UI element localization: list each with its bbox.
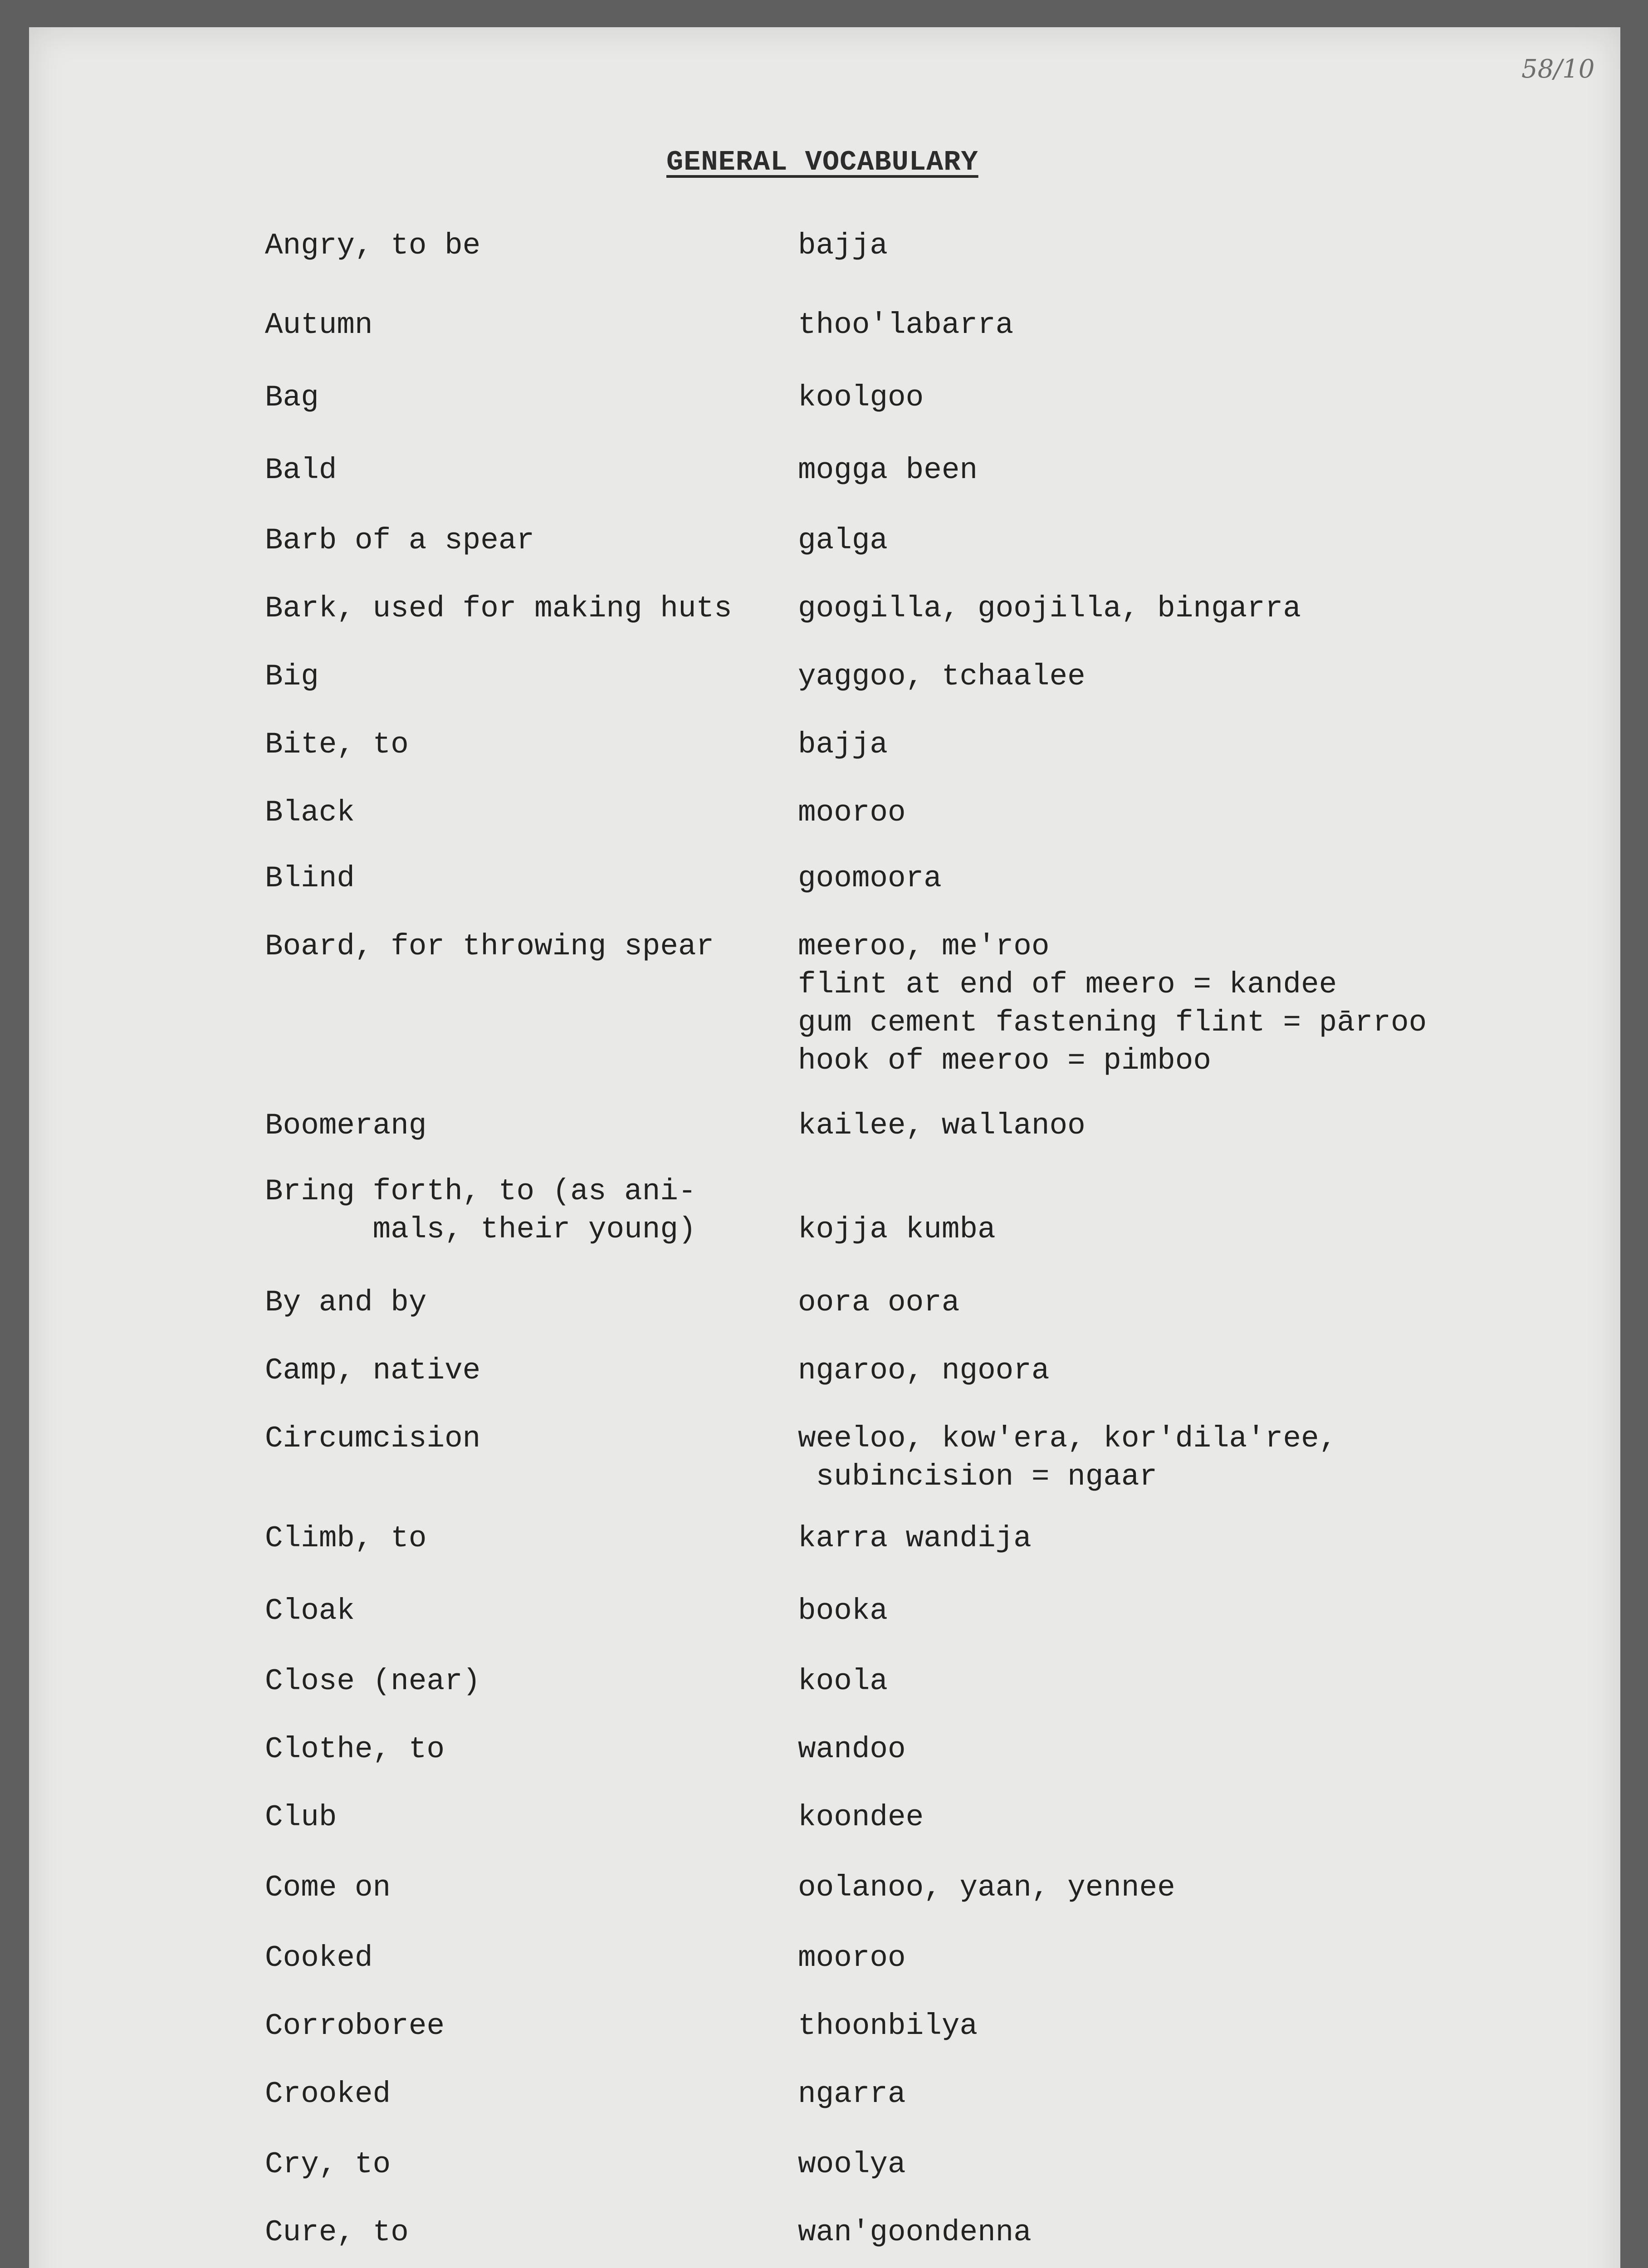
native-gloss: galga xyxy=(798,523,888,557)
native-gloss: booka xyxy=(798,1594,888,1628)
native-gloss: wan'goondenna xyxy=(798,2215,1032,2249)
page-title: GENERAL VOCABULARY xyxy=(666,146,978,178)
english-term: Bag xyxy=(265,381,319,415)
native-gloss: wandoo xyxy=(798,1732,906,1766)
english-term: Cooked xyxy=(265,1941,373,1975)
english-term: Barb of a spear xyxy=(265,523,535,557)
native-gloss: bajja xyxy=(798,728,888,762)
native-gloss: thoo'labarra xyxy=(798,308,1014,342)
native-gloss: googilla, goojilla, bingarra xyxy=(798,591,1301,626)
native-gloss: meeroo, me'roo flint at end of meero = kandee gum cement fastening flint = pārroo hook of meeroo = pimboo xyxy=(798,929,1427,1078)
english-term: Board, for throwing spear xyxy=(265,929,714,963)
native-gloss: ngaroo, ngoora xyxy=(798,1354,1050,1388)
native-gloss: woolya xyxy=(798,2147,906,2181)
english-term: Corroboree xyxy=(265,2009,445,2043)
native-gloss: oora oora xyxy=(798,1286,960,1320)
native-gloss: ngarra xyxy=(798,2077,906,2111)
english-term: Autumn xyxy=(265,308,373,342)
english-term: Come on xyxy=(265,1871,391,1905)
native-gloss: koolgoo xyxy=(798,381,924,415)
native-gloss: goomoora xyxy=(798,861,942,895)
native-gloss: oolanoo, yaan, yennee xyxy=(798,1871,1175,1905)
english-term: Camp, native xyxy=(265,1354,481,1388)
english-term: Club xyxy=(265,1800,337,1834)
native-gloss: yaggoo, tchaalee xyxy=(798,660,1086,694)
english-term: Bite, to xyxy=(265,728,409,762)
english-term: Big xyxy=(265,660,319,694)
native-gloss: thoonbilya xyxy=(798,2009,978,2043)
english-term: Bark, used for making huts xyxy=(265,591,732,626)
folio-number: 58/10 xyxy=(1521,54,1595,84)
native-gloss: mooroo xyxy=(798,1941,906,1975)
english-term: By and by xyxy=(265,1286,427,1320)
english-term: Circumcision xyxy=(265,1422,481,1456)
english-term: Black xyxy=(265,796,355,830)
native-gloss: kojja kumba xyxy=(798,1212,996,1246)
native-gloss: bajja xyxy=(798,229,888,263)
english-term: Cloak xyxy=(265,1594,355,1628)
english-term: Close (near) xyxy=(265,1664,481,1698)
english-term: Clothe, to xyxy=(265,1732,445,1766)
native-gloss: weeloo, kow'era, kor'dila'ree, subincision = ngaar xyxy=(798,1422,1337,1494)
native-gloss: karra wandija xyxy=(798,1521,1032,1555)
native-gloss: mogga been xyxy=(798,453,978,487)
english-term: Boomerang xyxy=(265,1109,427,1143)
english-term: Cry, to xyxy=(265,2147,391,2181)
english-term: Climb, to xyxy=(265,1521,427,1555)
english-term: Bring forth, to (as ani- mals, their young) xyxy=(265,1174,696,1246)
native-gloss: koola xyxy=(798,1664,888,1698)
english-term: Bald xyxy=(265,453,337,487)
english-term: Angry, to be xyxy=(265,229,481,263)
document-page xyxy=(29,27,1620,2268)
english-term: Cure, to xyxy=(265,2215,409,2249)
native-gloss: mooroo xyxy=(798,796,906,830)
english-term: Blind xyxy=(265,861,355,895)
native-gloss: koondee xyxy=(798,1800,924,1834)
native-gloss: kailee, wallanoo xyxy=(798,1109,1086,1143)
english-term: Crooked xyxy=(265,2077,391,2111)
